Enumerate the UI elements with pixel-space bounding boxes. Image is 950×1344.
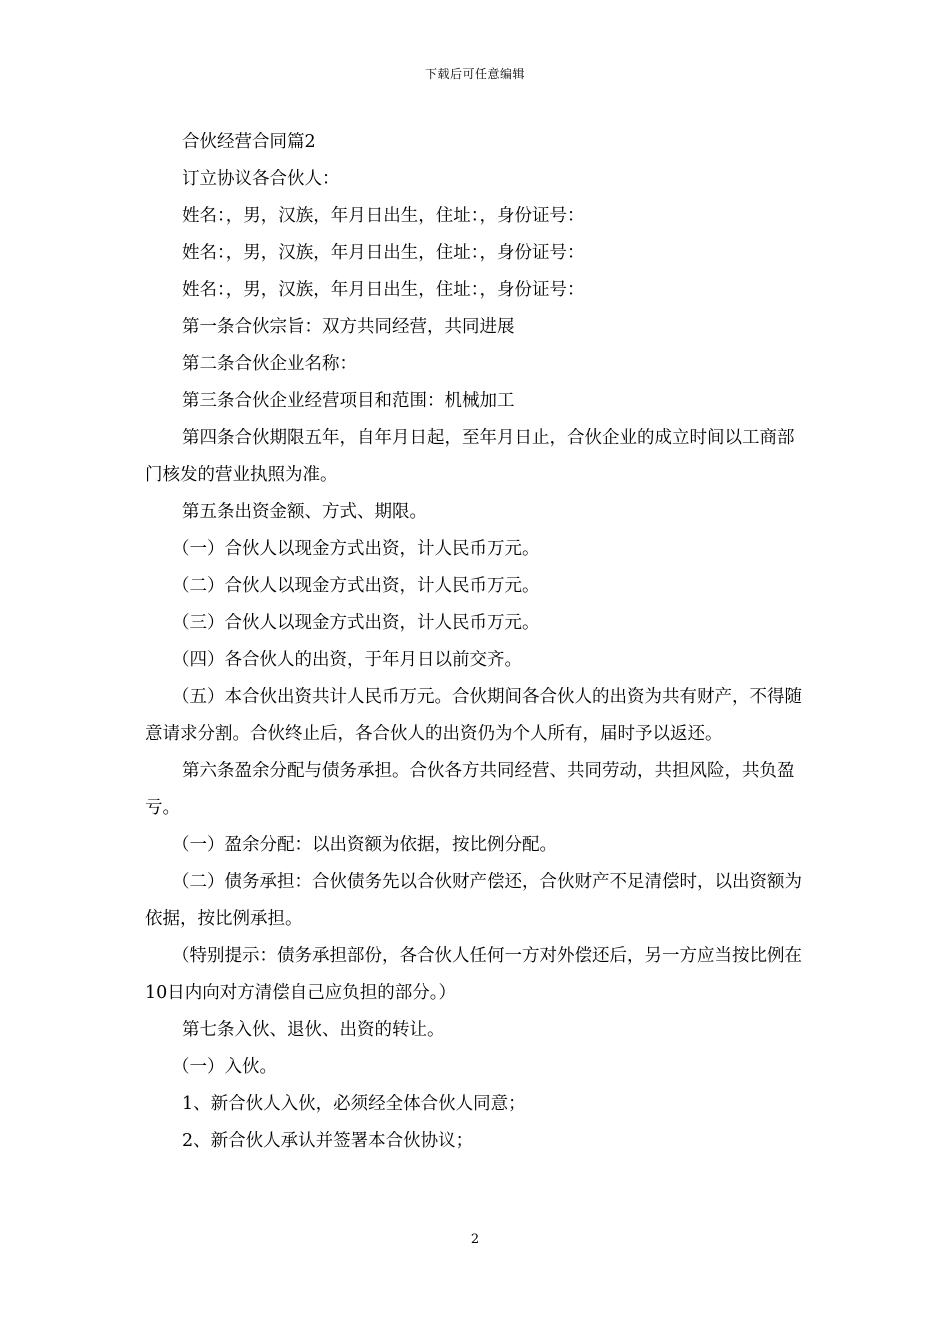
paragraph: （五）本合伙出资共计人民币万元。合伙期间各合伙人的出资为共有财产，不得随意请求分割。合伙终止后，各合伙人的出资仍为个人所有，届时予以返还。 xyxy=(145,687,802,744)
paragraph: （三）合伙人以现金方式出资，计人民币万元。 xyxy=(172,613,540,633)
paragraph: （一）盈余分配：以出资额为依据，按比例分配。 xyxy=(172,835,557,855)
paragraph: 合伙经营合同篇2 xyxy=(182,132,316,152)
paragraph: （一）入伙。 xyxy=(172,1057,277,1077)
paragraph: 第二条合伙企业名称： xyxy=(182,354,357,374)
paragraph: 订立协议各合伙人： xyxy=(182,169,340,189)
paragraph: （二）债务承担：合伙债务先以合伙财产偿还，合伙财产不足清偿时，以出资额为依据，按比例承担。 xyxy=(145,872,802,929)
paragraph: （特别提示：债务承担部份，各合伙人任何一方对外偿还后，另一方应当按比例在10日内向对方清偿自己应负担的部分。） xyxy=(145,946,802,1003)
paragraph: 第六条盈余分配与债务承担。合伙各方共同经营、共同劳动，共担风险，共负盈亏。 xyxy=(145,761,795,818)
paragraph: 1、新合伙人入伙，必须经全体合伙人同意； xyxy=(182,1094,526,1114)
document-body xyxy=(145,124,809,1160)
paragraph: 第七条入伙、退伙、出资的转让。 xyxy=(182,1020,445,1040)
paragraph: （一）合伙人以现金方式出资，计人民币万元。 xyxy=(172,539,540,559)
page-header: 下载后可任意编辑 xyxy=(424,67,525,81)
paragraph: 第五条出资金额、方式、期限。 xyxy=(182,502,427,522)
paragraph: 姓名：，男，汉族，年月日出生，住址：，身份证号： xyxy=(182,280,585,300)
paragraph: 姓名：，男，汉族，年月日出生，住址：，身份证号： xyxy=(182,243,585,263)
paragraph: （四）各合伙人的出资，于年月日以前交齐。 xyxy=(172,650,522,670)
paragraph: 第三条合伙企业经营项目和范围：机械加工 xyxy=(182,391,515,411)
paragraph: （二）合伙人以现金方式出资，计人民币万元。 xyxy=(172,576,540,596)
paragraph: 姓名：，男，汉族，年月日出生，住址：，身份证号： xyxy=(182,206,585,226)
paragraph: 第四条合伙期限五年，自年月日起，至年月日止，合伙企业的成立时间以工商部门核发的营业执照为准。 xyxy=(145,428,795,485)
paragraph: 第一条合伙宗旨：双方共同经营，共同进展 xyxy=(182,317,515,337)
paragraph: 2、新合伙人承认并签署本合伙协议； xyxy=(182,1131,474,1151)
page-number: 2 xyxy=(470,1232,480,1247)
